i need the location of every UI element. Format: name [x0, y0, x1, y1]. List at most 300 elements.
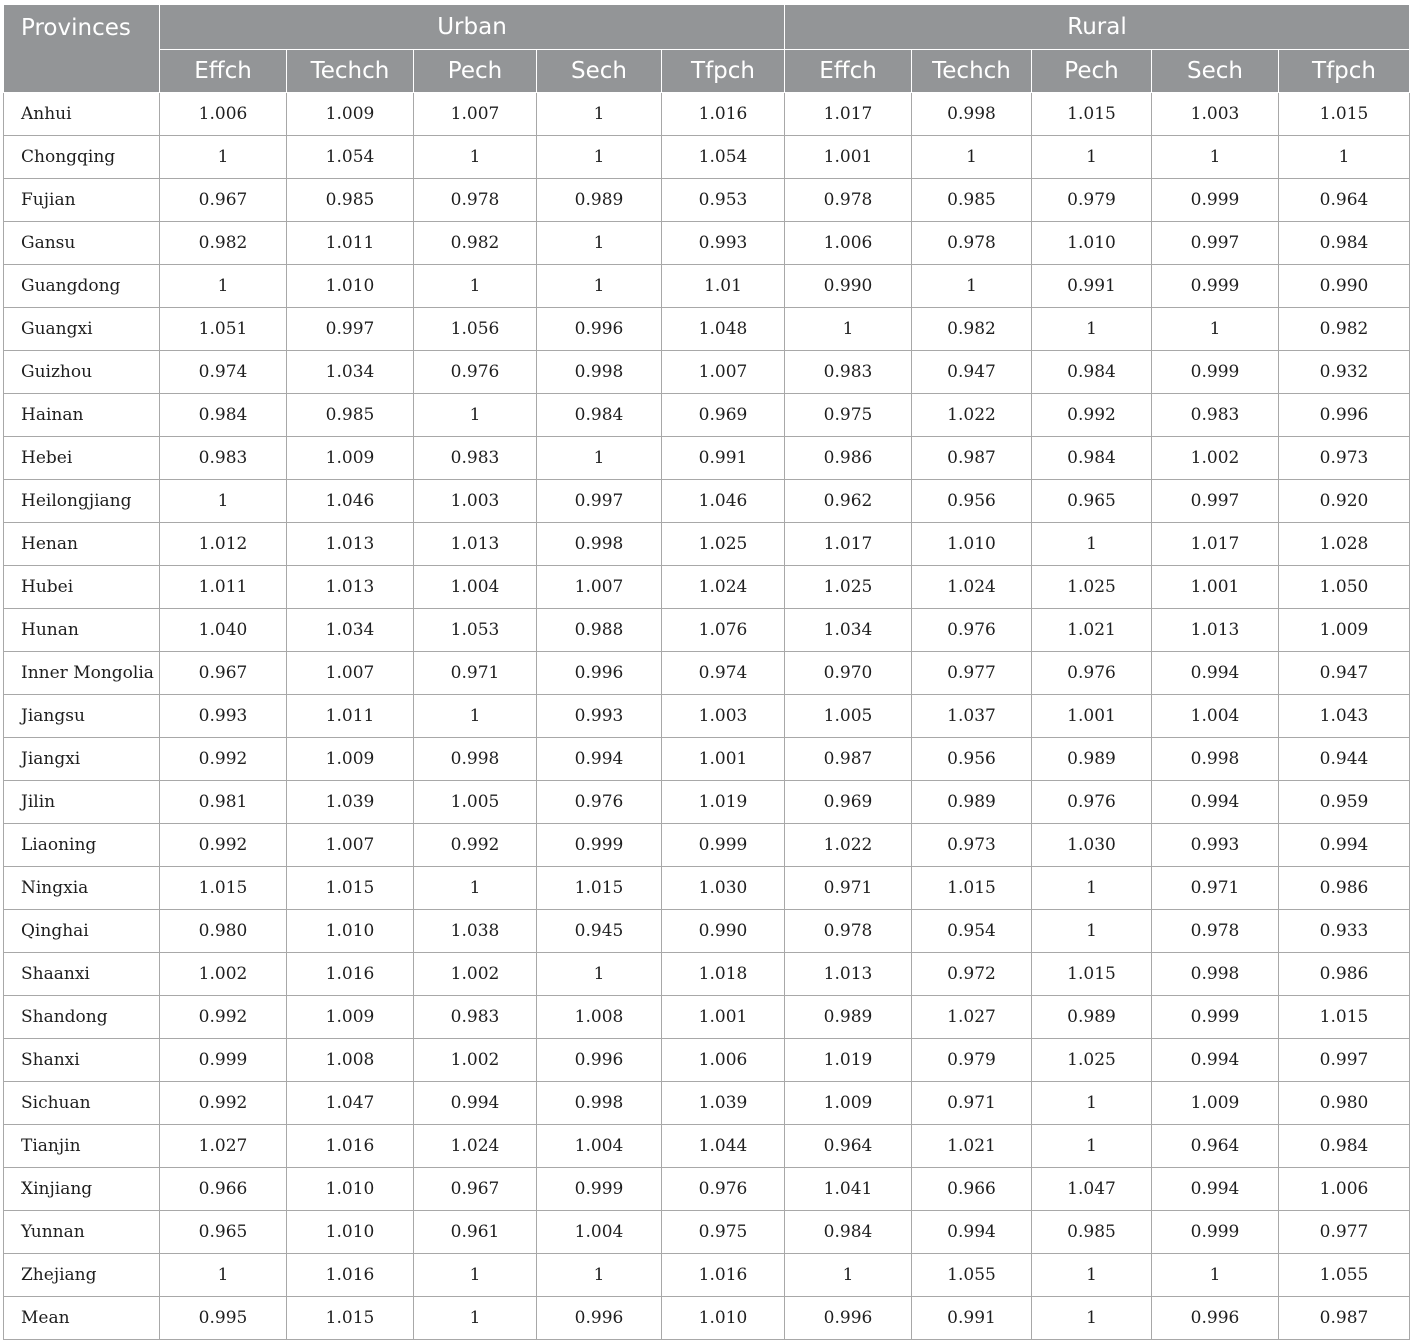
- value-cell: 1: [1152, 136, 1279, 179]
- value-cell: 0.964: [1152, 1125, 1279, 1168]
- provinces-header: Provinces: [4, 5, 160, 93]
- value-cell: 1: [160, 480, 287, 523]
- value-cell: 1.022: [785, 824, 912, 867]
- value-cell: 1: [1032, 136, 1152, 179]
- value-cell: 1: [414, 1254, 537, 1297]
- value-cell: 0.991: [662, 437, 785, 480]
- value-cell: 1.013: [1152, 609, 1279, 652]
- data-table: [3, 4, 1410, 1340]
- value-cell: 0.993: [537, 695, 662, 738]
- value-cell: 1.006: [785, 222, 912, 265]
- value-cell: 1.030: [662, 867, 785, 910]
- value-cell: 0.994: [1152, 781, 1279, 824]
- value-cell: 0.999: [1152, 179, 1279, 222]
- value-cell: 1.055: [1279, 1254, 1410, 1297]
- value-cell: 1.011: [287, 222, 414, 265]
- value-cell: 0.976: [1032, 652, 1152, 695]
- value-cell: 0.967: [414, 1168, 537, 1211]
- value-cell: 1.010: [662, 1297, 785, 1340]
- province-name: Chongqing: [4, 136, 160, 179]
- table-row: [4, 695, 1410, 738]
- value-cell: 1.010: [287, 910, 414, 953]
- value-cell: 1.007: [287, 824, 414, 867]
- province-name: Xinjiang: [4, 1168, 160, 1211]
- value-cell: 0.947: [1279, 652, 1410, 695]
- value-cell: 1.056: [414, 308, 537, 351]
- column-header: Effch: [785, 50, 912, 93]
- value-cell: 1.007: [537, 566, 662, 609]
- column-header: Sech: [1152, 50, 1279, 93]
- value-cell: 1: [912, 265, 1032, 308]
- value-cell: 0.976: [912, 609, 1032, 652]
- value-cell: 0.996: [537, 1039, 662, 1082]
- province-name: Hainan: [4, 394, 160, 437]
- value-cell: 0.997: [287, 308, 414, 351]
- value-cell: 0.996: [537, 652, 662, 695]
- value-cell: 0.994: [1152, 1168, 1279, 1211]
- province-name: Hebei: [4, 437, 160, 480]
- value-cell: 0.998: [1152, 953, 1279, 996]
- column-header: Effch: [160, 50, 287, 93]
- province-name: Henan: [4, 523, 160, 566]
- value-cell: 1: [1152, 308, 1279, 351]
- value-cell: 1.009: [1152, 1082, 1279, 1125]
- value-cell: 1.004: [537, 1125, 662, 1168]
- value-cell: 1.015: [287, 867, 414, 910]
- province-name: Jiangxi: [4, 738, 160, 781]
- value-cell: 0.989: [912, 781, 1032, 824]
- value-cell: 0.988: [537, 609, 662, 652]
- table-row: [4, 996, 1410, 1039]
- value-cell: 0.986: [1279, 867, 1410, 910]
- value-cell: 1.039: [287, 781, 414, 824]
- value-cell: 1: [1032, 867, 1152, 910]
- table-row: [4, 1082, 1410, 1125]
- value-cell: 1.015: [1032, 93, 1152, 136]
- value-cell: 0.976: [414, 351, 537, 394]
- value-cell: 0.990: [1279, 265, 1410, 308]
- value-cell: 0.975: [662, 1211, 785, 1254]
- table-row: [4, 394, 1410, 437]
- value-cell: 0.982: [414, 222, 537, 265]
- value-cell: 1.002: [160, 953, 287, 996]
- value-cell: 0.983: [785, 351, 912, 394]
- value-cell: 0.978: [785, 179, 912, 222]
- value-cell: 1.037: [912, 695, 1032, 738]
- province-name: Jiangsu: [4, 695, 160, 738]
- table-row: [4, 1254, 1410, 1297]
- value-cell: 0.993: [160, 695, 287, 738]
- value-cell: 1.015: [1279, 996, 1410, 1039]
- value-cell: 1.007: [414, 93, 537, 136]
- value-cell: 0.994: [1152, 652, 1279, 695]
- value-cell: 0.964: [785, 1125, 912, 1168]
- value-cell: 1.009: [287, 93, 414, 136]
- value-cell: 0.966: [160, 1168, 287, 1211]
- value-cell: 1.034: [785, 609, 912, 652]
- value-cell: 0.984: [785, 1211, 912, 1254]
- value-cell: 1.034: [287, 351, 414, 394]
- column-header: Sech: [537, 50, 662, 93]
- value-cell: 0.983: [414, 437, 537, 480]
- value-cell: 0.993: [662, 222, 785, 265]
- value-cell: 1.003: [414, 480, 537, 523]
- value-cell: 1: [414, 695, 537, 738]
- value-cell: 1: [414, 867, 537, 910]
- table-row: [4, 136, 1410, 179]
- value-cell: 0.997: [537, 480, 662, 523]
- value-cell: 0.999: [1152, 265, 1279, 308]
- value-cell: 1.047: [1032, 1168, 1152, 1211]
- value-cell: 0.987: [785, 738, 912, 781]
- province-name: Guangxi: [4, 308, 160, 351]
- value-cell: 1.025: [1032, 566, 1152, 609]
- value-cell: 0.989: [785, 996, 912, 1039]
- value-cell: 1.006: [662, 1039, 785, 1082]
- value-cell: 0.980: [160, 910, 287, 953]
- province-name: Anhui: [4, 93, 160, 136]
- value-cell: 1: [1032, 1254, 1152, 1297]
- table-row: [4, 351, 1410, 394]
- value-cell: 0.974: [160, 351, 287, 394]
- value-cell: 0.969: [662, 394, 785, 437]
- value-cell: 0.933: [1279, 910, 1410, 953]
- value-cell: 1.024: [912, 566, 1032, 609]
- value-cell: 0.990: [785, 265, 912, 308]
- value-cell: 0.975: [785, 394, 912, 437]
- value-cell: 0.996: [1152, 1297, 1279, 1340]
- value-cell: 0.998: [537, 351, 662, 394]
- value-cell: 1: [414, 394, 537, 437]
- value-cell: 1.046: [287, 480, 414, 523]
- value-cell: 0.994: [1279, 824, 1410, 867]
- table-body: [4, 93, 1410, 1340]
- value-cell: 0.978: [912, 222, 1032, 265]
- table-row: [4, 566, 1410, 609]
- value-cell: 0.989: [537, 179, 662, 222]
- value-cell: 1.040: [160, 609, 287, 652]
- province-name: Hunan: [4, 609, 160, 652]
- value-cell: 0.984: [1032, 351, 1152, 394]
- value-cell: 1.025: [1032, 1039, 1152, 1082]
- province-name: Hubei: [4, 566, 160, 609]
- value-cell: 1.004: [414, 566, 537, 609]
- value-cell: 1.015: [537, 867, 662, 910]
- table-row: [4, 480, 1410, 523]
- table-row: [4, 1211, 1410, 1254]
- column-header: Techch: [912, 50, 1032, 93]
- table-row: [4, 1297, 1410, 1340]
- value-cell: 0.990: [662, 910, 785, 953]
- value-cell: 1.024: [414, 1125, 537, 1168]
- table-row: [4, 738, 1410, 781]
- table-row: [4, 179, 1410, 222]
- value-cell: 1: [1032, 1297, 1152, 1340]
- column-header: Pech: [414, 50, 537, 93]
- value-cell: 1.013: [785, 953, 912, 996]
- table-row: [4, 781, 1410, 824]
- value-cell: 1.003: [1152, 93, 1279, 136]
- value-cell: 1.025: [785, 566, 912, 609]
- value-cell: 0.994: [1152, 1039, 1279, 1082]
- value-cell: 1.017: [1152, 523, 1279, 566]
- value-cell: 0.976: [537, 781, 662, 824]
- value-cell: 1.053: [414, 609, 537, 652]
- value-cell: 1: [785, 308, 912, 351]
- province-name: Liaoning: [4, 824, 160, 867]
- value-cell: 1.054: [287, 136, 414, 179]
- value-cell: 0.998: [537, 523, 662, 566]
- value-cell: 1.012: [160, 523, 287, 566]
- table-row: [4, 867, 1410, 910]
- value-cell: 0.976: [1032, 781, 1152, 824]
- value-cell: 1.019: [662, 781, 785, 824]
- value-cell: 0.999: [1152, 351, 1279, 394]
- value-cell: 1.009: [287, 996, 414, 1039]
- value-cell: 0.965: [160, 1211, 287, 1254]
- value-cell: 0.998: [537, 1082, 662, 1125]
- value-cell: 0.964: [1279, 179, 1410, 222]
- table-row: [4, 1039, 1410, 1082]
- value-cell: 0.996: [537, 308, 662, 351]
- province-name: Jilin: [4, 781, 160, 824]
- value-cell: 0.999: [1152, 1211, 1279, 1254]
- value-cell: 0.985: [1032, 1211, 1152, 1254]
- value-cell: 1.046: [662, 480, 785, 523]
- table-row: [4, 222, 1410, 265]
- value-cell: 0.992: [160, 824, 287, 867]
- value-cell: 0.993: [1152, 824, 1279, 867]
- value-cell: 1.022: [912, 394, 1032, 437]
- column-header: Pech: [1032, 50, 1152, 93]
- value-cell: 1: [537, 1254, 662, 1297]
- value-cell: 1.011: [160, 566, 287, 609]
- value-cell: 0.998: [1152, 738, 1279, 781]
- table-row: [4, 93, 1410, 136]
- value-cell: 0.956: [912, 480, 1032, 523]
- value-cell: 1.006: [160, 93, 287, 136]
- value-cell: 0.979: [1032, 179, 1152, 222]
- value-cell: 1.018: [662, 953, 785, 996]
- urban-group-header: Urban: [160, 5, 785, 50]
- value-cell: 1.009: [785, 1082, 912, 1125]
- table-row: [4, 437, 1410, 480]
- value-cell: 1.010: [912, 523, 1032, 566]
- value-cell: 0.985: [912, 179, 1032, 222]
- value-cell: 1.010: [287, 265, 414, 308]
- value-cell: 0.984: [1279, 222, 1410, 265]
- value-cell: 1: [414, 136, 537, 179]
- value-cell: 0.945: [537, 910, 662, 953]
- value-cell: 0.992: [1032, 394, 1152, 437]
- value-cell: 1.011: [287, 695, 414, 738]
- value-cell: 1: [537, 136, 662, 179]
- rural-group-header: Rural: [785, 5, 1410, 50]
- province-name: Ningxia: [4, 867, 160, 910]
- table-row: [4, 265, 1410, 308]
- value-cell: 0.956: [912, 738, 1032, 781]
- value-cell: 0.979: [912, 1039, 1032, 1082]
- province-name: Guizhou: [4, 351, 160, 394]
- value-cell: 0.994: [537, 738, 662, 781]
- value-cell: 1: [1032, 910, 1152, 953]
- province-name: Sichuan: [4, 1082, 160, 1125]
- value-cell: 1.048: [662, 308, 785, 351]
- subheader-row: [4, 50, 1410, 93]
- value-cell: 1.004: [1152, 695, 1279, 738]
- province-name: Zhejiang: [4, 1254, 160, 1297]
- value-cell: 0.986: [1279, 953, 1410, 996]
- value-cell: 0.999: [537, 1168, 662, 1211]
- value-cell: 1.050: [1279, 566, 1410, 609]
- value-cell: 0.998: [414, 738, 537, 781]
- value-cell: 1.005: [414, 781, 537, 824]
- table-row: [4, 609, 1410, 652]
- value-cell: 0.992: [160, 1082, 287, 1125]
- value-cell: 1.047: [287, 1082, 414, 1125]
- value-cell: 1.010: [287, 1168, 414, 1211]
- value-cell: 1: [414, 1297, 537, 1340]
- value-cell: 1.009: [287, 437, 414, 480]
- value-cell: 1.013: [287, 523, 414, 566]
- value-cell: 1.019: [785, 1039, 912, 1082]
- table-row: [4, 652, 1410, 695]
- value-cell: 0.971: [414, 652, 537, 695]
- value-cell: 0.978: [785, 910, 912, 953]
- column-header: Tfpch: [1279, 50, 1410, 93]
- value-cell: 1.009: [287, 738, 414, 781]
- value-cell: 0.947: [912, 351, 1032, 394]
- value-cell: 1.039: [662, 1082, 785, 1125]
- value-cell: 1.025: [662, 523, 785, 566]
- value-cell: 1.015: [912, 867, 1032, 910]
- value-cell: 1.006: [1279, 1168, 1410, 1211]
- value-cell: 1.016: [662, 93, 785, 136]
- value-cell: 1.030: [1032, 824, 1152, 867]
- value-cell: 0.973: [1279, 437, 1410, 480]
- value-cell: 1.054: [662, 136, 785, 179]
- value-cell: 0.978: [414, 179, 537, 222]
- value-cell: 1.003: [662, 695, 785, 738]
- value-cell: 1: [537, 265, 662, 308]
- value-cell: 0.992: [414, 824, 537, 867]
- value-cell: 0.977: [912, 652, 1032, 695]
- value-cell: 0.967: [160, 179, 287, 222]
- value-cell: 0.976: [662, 1168, 785, 1211]
- value-cell: 1.002: [414, 953, 537, 996]
- value-cell: 0.962: [785, 480, 912, 523]
- value-cell: 1: [1032, 523, 1152, 566]
- value-cell: 0.944: [1279, 738, 1410, 781]
- value-cell: 0.996: [785, 1297, 912, 1340]
- value-cell: 0.959: [1279, 781, 1410, 824]
- value-cell: 1.024: [662, 566, 785, 609]
- table-row: [4, 523, 1410, 566]
- value-cell: 1.015: [160, 867, 287, 910]
- value-cell: 1.041: [785, 1168, 912, 1211]
- province-name: Guangdong: [4, 265, 160, 308]
- value-cell: 0.991: [1032, 265, 1152, 308]
- value-cell: 1.016: [287, 1254, 414, 1297]
- value-cell: 0.997: [1152, 480, 1279, 523]
- value-cell: 0.992: [160, 738, 287, 781]
- value-cell: 1.021: [1032, 609, 1152, 652]
- value-cell: 0.977: [1279, 1211, 1410, 1254]
- value-cell: 1.007: [287, 652, 414, 695]
- value-cell: 0.981: [160, 781, 287, 824]
- value-cell: 1: [160, 1254, 287, 1297]
- value-cell: 0.983: [414, 996, 537, 1039]
- value-cell: 0.971: [1152, 867, 1279, 910]
- value-cell: 0.982: [912, 308, 1032, 351]
- value-cell: 0.954: [912, 910, 1032, 953]
- value-cell: 1.002: [414, 1039, 537, 1082]
- value-cell: 1.001: [1032, 695, 1152, 738]
- value-cell: 1.017: [785, 523, 912, 566]
- value-cell: 0.986: [785, 437, 912, 480]
- value-cell: 1: [537, 953, 662, 996]
- value-cell: 0.999: [537, 824, 662, 867]
- table-row: [4, 1168, 1410, 1211]
- province-name: Qinghai: [4, 910, 160, 953]
- column-header: Tfpch: [662, 50, 785, 93]
- value-cell: 1.001: [662, 996, 785, 1039]
- value-cell: 1.001: [785, 136, 912, 179]
- value-cell: 1: [1032, 1082, 1152, 1125]
- value-cell: 1.001: [662, 738, 785, 781]
- value-cell: 0.980: [1279, 1082, 1410, 1125]
- value-cell: 1: [1032, 1125, 1152, 1168]
- value-cell: 1.002: [1152, 437, 1279, 480]
- value-cell: 1: [537, 437, 662, 480]
- province-name: Shaanxi: [4, 953, 160, 996]
- value-cell: 1.009: [1279, 609, 1410, 652]
- value-cell: 0.920: [1279, 480, 1410, 523]
- value-cell: 1: [785, 1254, 912, 1297]
- value-cell: 1: [160, 265, 287, 308]
- province-name: Fujian: [4, 179, 160, 222]
- column-header: Techch: [287, 50, 414, 93]
- value-cell: 1.007: [662, 351, 785, 394]
- value-cell: 0.997: [1279, 1039, 1410, 1082]
- value-cell: 0.989: [1032, 996, 1152, 1039]
- value-cell: 1: [912, 136, 1032, 179]
- value-cell: 0.983: [1152, 394, 1279, 437]
- value-cell: 1.01: [662, 265, 785, 308]
- value-cell: 1.008: [537, 996, 662, 1039]
- value-cell: 1.055: [912, 1254, 1032, 1297]
- value-cell: 0.969: [785, 781, 912, 824]
- province-name: Yunnan: [4, 1211, 160, 1254]
- table-row: [4, 824, 1410, 867]
- value-cell: 0.985: [287, 179, 414, 222]
- value-cell: 1: [1279, 136, 1410, 179]
- value-cell: 0.997: [1152, 222, 1279, 265]
- value-cell: 0.992: [160, 996, 287, 1039]
- value-cell: 1.016: [287, 953, 414, 996]
- province-name: Mean: [4, 1297, 160, 1340]
- value-cell: 0.971: [912, 1082, 1032, 1125]
- value-cell: 0.961: [414, 1211, 537, 1254]
- value-cell: 0.989: [1032, 738, 1152, 781]
- value-cell: 0.973: [912, 824, 1032, 867]
- value-cell: 0.966: [912, 1168, 1032, 1211]
- value-cell: 1.027: [160, 1125, 287, 1168]
- value-cell: 0.970: [785, 652, 912, 695]
- value-cell: 1.016: [287, 1125, 414, 1168]
- value-cell: 0.999: [160, 1039, 287, 1082]
- province-name: Inner Mongolia: [4, 652, 160, 695]
